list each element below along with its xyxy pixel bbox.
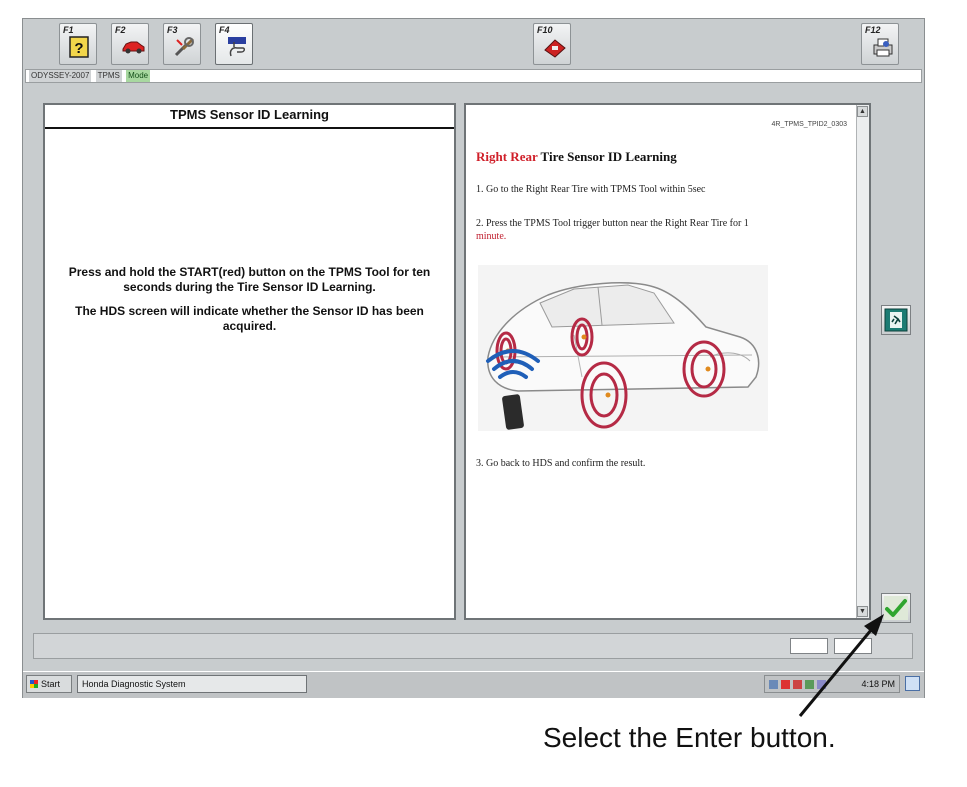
breadcrumb-mode: Mode bbox=[128, 71, 149, 80]
f4-tpms-button[interactable]: F4 bbox=[215, 23, 253, 65]
procedure-step-2-duration: minute. bbox=[476, 231, 507, 242]
f2-vehicle-button[interactable]: F2 bbox=[111, 23, 149, 65]
scroll-up-button[interactable]: ▲ bbox=[857, 106, 868, 117]
breadcrumb-vehicle: ODYSSEY-2007 bbox=[31, 71, 90, 80]
instruction-text bbox=[55, 265, 444, 343]
instruction-line-2: The HDS screen will indicate whether the Sensor ID has been acquired. bbox=[75, 304, 424, 333]
breadcrumb-system: TPMS bbox=[97, 71, 120, 80]
exit-door-icon bbox=[882, 306, 910, 334]
tpms-car-illustration bbox=[478, 265, 768, 431]
help-question-icon bbox=[69, 36, 89, 58]
callout-arrow bbox=[780, 612, 890, 722]
instruction-line-1: Press and hold the START(red) button on the TPMS Tool for ten seconds during the Tire Sensor ID Learning. bbox=[68, 265, 431, 294]
procedure-title-rest: Tire Sensor ID Learning bbox=[537, 149, 677, 164]
breadcrumb bbox=[25, 69, 922, 83]
procedure-step-1: 1. Go to the Right Rear Tire with TPMS Tool within 5sec bbox=[476, 184, 706, 195]
print-icon bbox=[871, 36, 895, 58]
procedure-step-3: 3. Go back to HDS and confirm the result. bbox=[476, 458, 646, 469]
taskbar-item-hds[interactable]: Honda Diagnostic System bbox=[77, 675, 307, 693]
show-desktop-button[interactable] bbox=[905, 676, 920, 691]
document-id: 4R_TPMS_TPID2_0303 bbox=[771, 121, 847, 128]
red-tool-icon bbox=[543, 36, 567, 58]
procedure-panel bbox=[464, 103, 871, 620]
f1-help-button[interactable]: F1 ? bbox=[59, 23, 97, 65]
start-label: Start bbox=[41, 679, 61, 689]
start-button[interactable] bbox=[26, 675, 72, 693]
procedure-title-highlight: Right Rear bbox=[476, 149, 538, 164]
red-car-icon bbox=[121, 36, 145, 56]
svg-text:?: ? bbox=[74, 40, 84, 57]
f12-print-button[interactable]: F12 bbox=[861, 23, 899, 65]
clock: 4:18 PM bbox=[861, 679, 895, 689]
windows-flag-icon bbox=[30, 680, 38, 688]
f3-tools-button[interactable]: F3 bbox=[163, 23, 201, 65]
procedure-step-2-text: 2. Press the TPMS Tool trigger button near the Right Rear Tire for 1 bbox=[476, 218, 749, 229]
procedure-scrollbar[interactable] bbox=[856, 105, 869, 618]
tray-network-icon bbox=[769, 680, 778, 689]
exit-button[interactable] bbox=[881, 305, 911, 335]
procedure-step-2 bbox=[476, 217, 847, 243]
callout-caption: Select the Enter button. bbox=[543, 722, 836, 753]
procedure-title bbox=[476, 149, 677, 165]
panel-title: TPMS Sensor ID Learning bbox=[45, 105, 454, 129]
tpms-tool-icon bbox=[225, 36, 249, 58]
f10-tool-button[interactable]: F10 bbox=[533, 23, 571, 65]
hds-window bbox=[22, 18, 925, 698]
scroll-down-button[interactable]: ▼ bbox=[857, 606, 868, 617]
tools-icon bbox=[173, 36, 197, 58]
instruction-panel bbox=[43, 103, 456, 620]
